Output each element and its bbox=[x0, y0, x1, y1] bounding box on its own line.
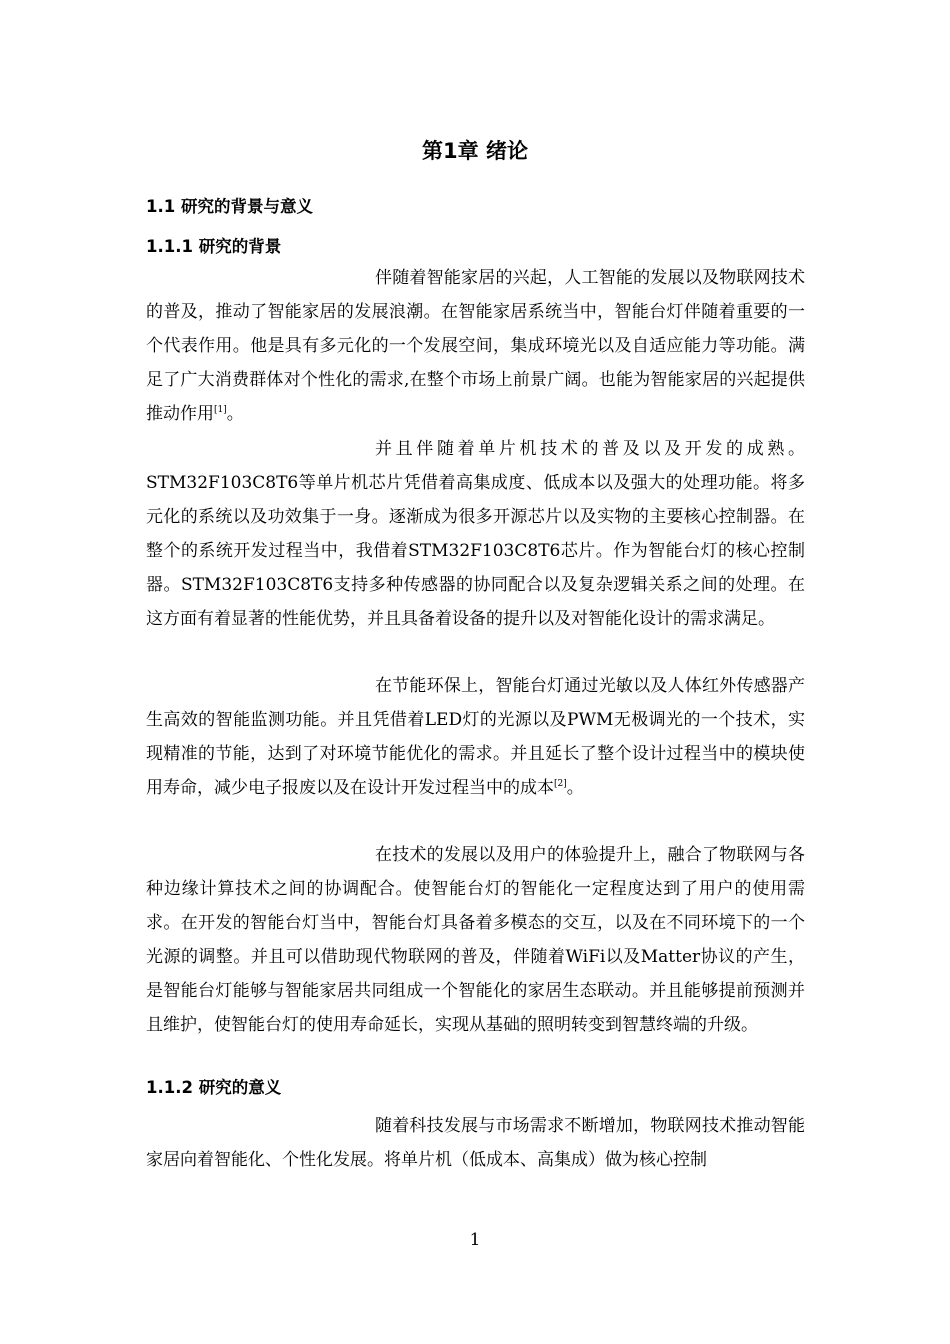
paragraph-2: 并且伴随着单片机技术的普及以及开发的成熟。STM32F103C8T6等单片机芯片凭借着高集成度、低成本以及强大的处理功能。将多元化的系统以及功效集于一身。逐渐成为很多开源芯片以及实物的主要核心控制器。在整个的系统开发过程当中，我借着STM32F103C8T6芯片。作为智能台灯的核心控制器。STM32F103C8T6支持多种传感器的协同配合以及复杂逻辑关系之间的处理。在这方面有着显著的性能优势，并且具备着设备的提升以及对智能化设计的需求满足。 bbox=[146, 439, 805, 629]
paragraph-5: 随着科技发展与市场需求不断增加，物联网技术推动智能家居向着智能化、个性化发展。将单片机（低成本、高集成）做为核心控制 bbox=[146, 1116, 805, 1170]
paragraph-4: 在技术的发展以及用户的体验提升上，融合了物联网与各种边缘计算技术之间的协调配合。使智能台灯的智能化一定程度达到了用户的使用需求。在开发的智能台灯当中，智能台灯具备着多模态的交互，以及在不同环境下的一个光源的调整。并且可以借助现代物联网的普及，伴随着WiFi以及Matter协议的产生，是智能台灯能够与智能家居共同组成一个智能化的家居生态联动。并且能够提前预测并且维护，使智能台灯的使用寿命延长，实现从基础的照明转变到智慧终端的升级。 bbox=[146, 845, 805, 1035]
paragraph-1-text: 伴随着智能家居的兴起，人工智能的发展以及物联网技术的普及，推动了智能家居的发展浪潮。在智能家居系统当中，智能台灯伴随着重要的一个代表作用。他是具有多元化的一个发展空间，集成环境光以及自适应能力等功能。满足了广大消费群体对个性化的需求,在整个市场上前景广阔。也能为智能家居的兴起提供推动作用 bbox=[146, 268, 805, 424]
chapter-title: 第1章 绪论 bbox=[422, 139, 528, 163]
paragraph-3-end: 。 bbox=[566, 778, 584, 798]
citation-2: [2] bbox=[554, 779, 567, 789]
paragraph-1-end: 。 bbox=[226, 404, 244, 424]
paragraph-3 bbox=[146, 669, 805, 805]
paragraph-1 bbox=[146, 261, 805, 431]
page-number: 1 bbox=[469, 1230, 481, 1250]
paragraph-3-text: 在节能环保上，智能台灯通过光敏以及人体红外传感器产生高效的智能监测功能。并且凭借着LED灯的光源以及PWM无极调光的一个技术，实现精准的节能，达到了对环境节能优化的需求。并且延长了整个设计过程当中的模块使用寿命，减少电子报废以及在设计开发过程当中的成本 bbox=[146, 676, 805, 798]
section-heading-1-1-1: 1.1.1 研究的背景 bbox=[146, 237, 282, 256]
citation-1: [1] bbox=[214, 405, 227, 415]
section-heading-1-1-2: 1.1.2 研究的意义 bbox=[146, 1078, 282, 1097]
section-heading-1-1: 1.1 研究的背景与意义 bbox=[146, 197, 313, 216]
